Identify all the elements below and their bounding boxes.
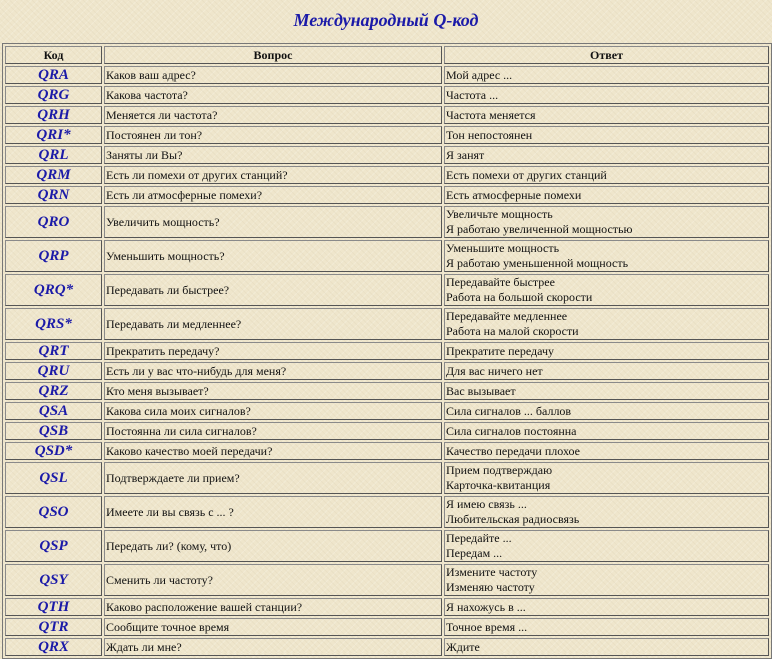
- answer-line: Мой адрес ...: [446, 67, 513, 82]
- answer-cell: [444, 240, 769, 272]
- answer-line: Я работаю уменьшенной мощность: [446, 256, 629, 270]
- q-code-cell: QSO: [5, 496, 102, 528]
- answer-cell: [444, 308, 769, 340]
- question-cell: Имеете ли вы связь с ... ?: [104, 496, 442, 528]
- answer-line: Я работаю увеличенной мощностью: [446, 222, 633, 236]
- answer-line: Качество передачи плохое: [446, 443, 580, 458]
- q-code-cell: QRT: [5, 342, 102, 360]
- page-title: Международный Q-код: [293, 10, 479, 30]
- answer-cell: [444, 496, 769, 528]
- answer-line: Тон непостоянен: [446, 127, 533, 142]
- question-cell: Какова частота?: [104, 86, 442, 104]
- q-code-cell: QSP: [5, 530, 102, 562]
- table-row: [5, 146, 769, 164]
- answer-cell: [444, 638, 769, 656]
- q-code-cell: QRA: [5, 66, 102, 84]
- q-code-cell: QSY: [5, 564, 102, 596]
- answer-line: Вас вызывает: [446, 383, 516, 398]
- question-cell: Меняется ли частота?: [104, 106, 442, 124]
- answer-line: Прекратите передачу: [446, 343, 554, 358]
- answer-cell: [444, 530, 769, 562]
- table-row: [5, 402, 769, 420]
- header-code: Код: [5, 46, 102, 64]
- table-row: [5, 66, 769, 84]
- q-code-cell: QRH: [5, 106, 102, 124]
- q-code-table: [2, 43, 772, 659]
- answer-line: Для вас ничего нет: [446, 363, 543, 378]
- answer-line: Передам ...: [446, 546, 503, 560]
- table-row: [5, 382, 769, 400]
- header-question: Вопрос: [104, 46, 442, 64]
- table-row: [5, 166, 769, 184]
- q-code-cell: QRX: [5, 638, 102, 656]
- answer-line: Карточка-квитанция: [446, 478, 551, 492]
- answer-line: Любительская радиосвязь: [446, 512, 580, 526]
- question-cell: Ждать ли мне?: [104, 638, 442, 656]
- answer-cell: [444, 86, 769, 104]
- q-code-cell: QRZ: [5, 382, 102, 400]
- question-cell: Сообщите точное время: [104, 618, 442, 636]
- question-cell: Сменить ли частоту?: [104, 564, 442, 596]
- answer-cell: [444, 146, 769, 164]
- question-cell: Каково расположение вашей станции?: [104, 598, 442, 616]
- answer-line: Увеличьте мощность: [446, 207, 553, 221]
- answer-cell: [444, 66, 769, 84]
- answer-line: Частота ...: [446, 87, 499, 102]
- answer-cell: [444, 402, 769, 420]
- question-cell: Уменьшить мощность?: [104, 240, 442, 272]
- q-code-cell: QSD*: [5, 442, 102, 460]
- q-code-cell: QSL: [5, 462, 102, 494]
- question-cell: Подтверждаете ли прием?: [104, 462, 442, 494]
- answer-line: Работа на малой скорости: [446, 324, 579, 338]
- answer-line: Прием подтверждаю: [446, 463, 553, 477]
- answer-cell: [444, 206, 769, 238]
- answer-cell: [444, 126, 769, 144]
- answer-line: Точное время ...: [446, 619, 528, 634]
- question-cell: Прекратить передачу?: [104, 342, 442, 360]
- answer-cell: [444, 564, 769, 596]
- table-row: [5, 618, 769, 636]
- table-row: [5, 598, 769, 616]
- table-header-row: [5, 46, 769, 64]
- table-row: [5, 496, 769, 528]
- q-code-cell: QRN: [5, 186, 102, 204]
- q-code-cell: QRU: [5, 362, 102, 380]
- question-cell: Есть ли у вас что-нибудь для меня?: [104, 362, 442, 380]
- q-code-cell: QSB: [5, 422, 102, 440]
- table-row: [5, 308, 769, 340]
- q-code-cell: QTH: [5, 598, 102, 616]
- answer-cell: [444, 342, 769, 360]
- table-row: [5, 106, 769, 124]
- answer-line: Сила сигналов ... баллов: [446, 403, 572, 418]
- answer-cell: [444, 598, 769, 616]
- question-cell: Каково качество моей передачи?: [104, 442, 442, 460]
- answer-cell: [444, 362, 769, 380]
- answer-cell: [444, 382, 769, 400]
- answer-line: Изменяю частоту: [446, 580, 535, 594]
- q-code-cell: QRG: [5, 86, 102, 104]
- table-row: [5, 126, 769, 144]
- question-cell: Каков ваш адрес?: [104, 66, 442, 84]
- q-code-cell: QRL: [5, 146, 102, 164]
- table-row: [5, 462, 769, 494]
- answer-line: Уменьшите мощность: [446, 241, 560, 255]
- answer-line: Я нахожусь в ...: [446, 599, 526, 614]
- question-cell: Увеличить мощность?: [104, 206, 442, 238]
- header-answer: Ответ: [444, 46, 769, 64]
- answer-cell: [444, 618, 769, 636]
- table-row: [5, 342, 769, 360]
- answer-line: Я имею связь ...: [446, 497, 527, 511]
- question-cell: Постоянна ли сила сигналов?: [104, 422, 442, 440]
- question-cell: Постоянен ли тон?: [104, 126, 442, 144]
- answer-line: Передавайте быстрее: [446, 275, 555, 289]
- answer-line: Я занят: [446, 147, 485, 162]
- answer-line: Работа на большой скорости: [446, 290, 593, 304]
- answer-cell: [444, 274, 769, 306]
- q-code-cell: QRO: [5, 206, 102, 238]
- answer-cell: [444, 166, 769, 184]
- question-cell: Передавать ли медленнее?: [104, 308, 442, 340]
- q-code-cell: QRQ*: [5, 274, 102, 306]
- question-cell: Передать ли? (кому, что): [104, 530, 442, 562]
- answer-line: Измените частоту: [446, 565, 538, 579]
- table-row: [5, 86, 769, 104]
- question-cell: Передавать ли быстрее?: [104, 274, 442, 306]
- answer-cell: [444, 186, 769, 204]
- q-code-cell: QRI*: [5, 126, 102, 144]
- answer-line: Ждите: [446, 639, 480, 654]
- answer-line: Передайте ...: [446, 531, 512, 545]
- question-cell: Есть ли атмосферные помехи?: [104, 186, 442, 204]
- table-row: [5, 564, 769, 596]
- answer-cell: [444, 422, 769, 440]
- q-code-cell: QRM: [5, 166, 102, 184]
- answer-cell: [444, 442, 769, 460]
- table-row: [5, 422, 769, 440]
- q-code-cell: QSA: [5, 402, 102, 420]
- table-row: [5, 442, 769, 460]
- answer-cell: [444, 106, 769, 124]
- q-code-cell: QRP: [5, 240, 102, 272]
- answer-cell: [444, 462, 769, 494]
- table-row: [5, 362, 769, 380]
- question-cell: Есть ли помехи от других станций?: [104, 166, 442, 184]
- answer-line: Передавайте медленнее: [446, 309, 568, 323]
- table-row: [5, 206, 769, 238]
- answer-line: Есть атмосферные помехи: [446, 187, 582, 202]
- table-row: [5, 274, 769, 306]
- table-row: [5, 240, 769, 272]
- table-row: [5, 186, 769, 204]
- question-cell: Какова сила моих сигналов?: [104, 402, 442, 420]
- table-row: [5, 530, 769, 562]
- answer-line: Сила сигналов постоянна: [446, 423, 577, 438]
- q-code-cell: QTR: [5, 618, 102, 636]
- q-code-cell: QRS*: [5, 308, 102, 340]
- answer-line: Частота меняется: [446, 107, 536, 122]
- question-cell: Кто меня вызывает?: [104, 382, 442, 400]
- answer-line: Есть помехи от других станций: [446, 167, 607, 182]
- table-row: [5, 638, 769, 656]
- question-cell: Заняты ли Вы?: [104, 146, 442, 164]
